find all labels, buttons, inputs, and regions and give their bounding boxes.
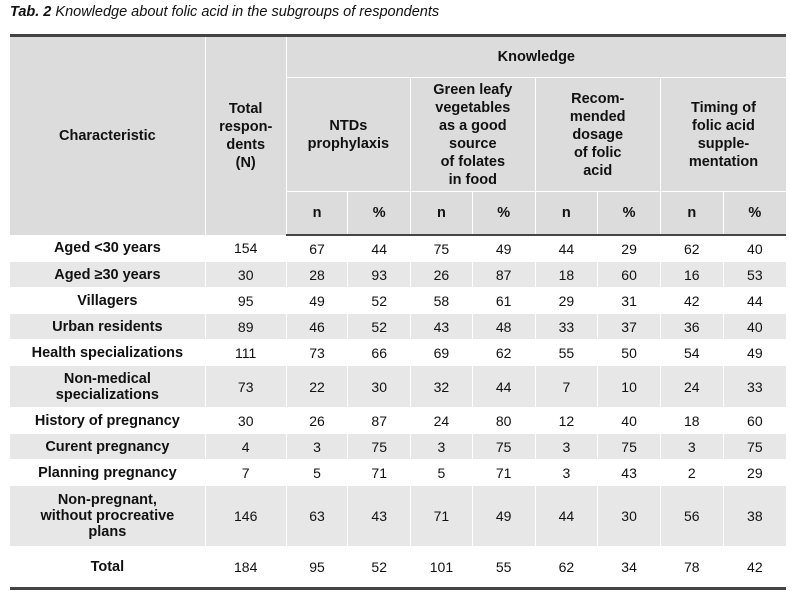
total-cell: 111 <box>205 340 286 366</box>
row-label: Villagers <box>10 288 205 314</box>
pct-cell: 44 <box>723 288 786 314</box>
total-cell: 7 <box>205 460 286 486</box>
pct-cell: 29 <box>723 460 786 486</box>
n-cell: 5 <box>286 460 348 486</box>
n-cell: 12 <box>535 408 598 434</box>
total-cell: 30 <box>205 408 286 434</box>
row-label: Health specializations <box>10 340 205 366</box>
n-cell: 44 <box>535 235 598 262</box>
table-row <box>10 262 786 288</box>
pct-cell: 37 <box>598 314 661 340</box>
pct-cell: 87 <box>472 262 535 288</box>
n-cell: 78 <box>660 547 723 589</box>
pct-cell: 30 <box>598 486 661 547</box>
n-header: n <box>660 192 723 236</box>
pct-cell: 10 <box>598 366 661 408</box>
n-cell: 22 <box>286 366 348 408</box>
pct-cell: 52 <box>348 314 411 340</box>
n-cell: 3 <box>411 434 473 460</box>
pct-cell: 49 <box>723 340 786 366</box>
row-label: Aged ≥30 years <box>10 262 205 288</box>
n-cell: 3 <box>535 460 598 486</box>
table-row <box>10 314 786 340</box>
n-cell: 3 <box>286 434 348 460</box>
n-cell: 3 <box>535 434 598 460</box>
table-caption-text: Knowledge about folic acid in the subgroups of respondents <box>55 4 440 20</box>
green-leafy-vegetables-header: Green leafy vegetables as a good source of folates in food <box>411 78 535 192</box>
pct-cell: 62 <box>472 340 535 366</box>
pct-cell: 48 <box>472 314 535 340</box>
row-label: Non-medical specializations <box>10 366 205 408</box>
pct-cell: 53 <box>723 262 786 288</box>
total-cell: 95 <box>205 288 286 314</box>
table-row <box>10 460 786 486</box>
ntds-prophylaxis-header: NTDs prophylaxis <box>286 78 410 192</box>
n-cell: 33 <box>535 314 598 340</box>
pct-cell: 31 <box>598 288 661 314</box>
n-cell: 24 <box>411 408 473 434</box>
table-row <box>10 434 786 460</box>
n-cell: 67 <box>286 235 348 262</box>
pct-cell: 29 <box>598 235 661 262</box>
n-cell: 32 <box>411 366 473 408</box>
pct-cell: 75 <box>348 434 411 460</box>
n-cell: 95 <box>286 547 348 589</box>
n-cell: 55 <box>535 340 598 366</box>
table-row <box>10 288 786 314</box>
n-cell: 18 <box>535 262 598 288</box>
row-label: Planning pregnancy <box>10 460 205 486</box>
n-cell: 62 <box>660 235 723 262</box>
knowledge-header: Knowledge <box>286 36 786 78</box>
n-cell: 28 <box>286 262 348 288</box>
characteristic-header: Characteristic <box>10 36 205 236</box>
n-cell: 54 <box>660 340 723 366</box>
table-row <box>10 486 786 547</box>
table-header <box>10 36 786 236</box>
pct-cell: 40 <box>723 235 786 262</box>
row-label: Curent pregnancy <box>10 434 205 460</box>
n-cell: 71 <box>411 486 473 547</box>
total-cell: 184 <box>205 547 286 589</box>
pct-cell: 52 <box>348 288 411 314</box>
pct-cell: 60 <box>598 262 661 288</box>
row-label: Total <box>10 547 205 589</box>
n-cell: 24 <box>660 366 723 408</box>
pct-cell: 80 <box>472 408 535 434</box>
pct-cell: 60 <box>723 408 786 434</box>
pct-cell: 44 <box>348 235 411 262</box>
total-cell: 4 <box>205 434 286 460</box>
pct-cell: 52 <box>348 547 411 589</box>
total-cell: 30 <box>205 262 286 288</box>
pct-cell: 75 <box>598 434 661 460</box>
pct-cell: 71 <box>348 460 411 486</box>
table-row <box>10 340 786 366</box>
n-header: n <box>411 192 473 236</box>
n-cell: 5 <box>411 460 473 486</box>
table-row <box>10 408 786 434</box>
n-cell: 44 <box>535 486 598 547</box>
n-cell: 46 <box>286 314 348 340</box>
timing-supplementation-header: Timing of folic acid supple- mentation <box>660 78 786 192</box>
pct-cell: 87 <box>348 408 411 434</box>
pct-header: % <box>723 192 786 236</box>
pct-header: % <box>472 192 535 236</box>
table-caption-label: Tab. 2 <box>10 4 52 20</box>
n-cell: 49 <box>286 288 348 314</box>
table-body <box>10 235 786 589</box>
n-cell: 29 <box>535 288 598 314</box>
n-cell: 58 <box>411 288 473 314</box>
pct-cell: 42 <box>723 547 786 589</box>
n-cell: 43 <box>411 314 473 340</box>
n-cell: 69 <box>411 340 473 366</box>
pct-cell: 49 <box>472 486 535 547</box>
pct-cell: 55 <box>472 547 535 589</box>
n-cell: 26 <box>411 262 473 288</box>
pct-cell: 75 <box>472 434 535 460</box>
n-cell: 2 <box>660 460 723 486</box>
n-cell: 18 <box>660 408 723 434</box>
total-cell: 154 <box>205 235 286 262</box>
pct-cell: 38 <box>723 486 786 547</box>
pct-cell: 30 <box>348 366 411 408</box>
table-row <box>10 235 786 262</box>
total-respondents-header: Total respon- dents (N) <box>205 36 286 236</box>
pct-cell: 61 <box>472 288 535 314</box>
pct-cell: 34 <box>598 547 661 589</box>
n-cell: 16 <box>660 262 723 288</box>
folic-acid-table <box>10 34 786 590</box>
total-cell: 89 <box>205 314 286 340</box>
row-label: Non-pregnant, without procreative plans <box>10 486 205 547</box>
pct-cell: 33 <box>723 366 786 408</box>
n-cell: 101 <box>411 547 473 589</box>
recommended-dosage-header: Recom- mended dosage of folic acid <box>535 78 660 192</box>
pct-header: % <box>598 192 661 236</box>
n-header: n <box>535 192 598 236</box>
n-cell: 73 <box>286 340 348 366</box>
table-row <box>10 366 786 408</box>
row-label: History of pregnancy <box>10 408 205 434</box>
n-cell: 26 <box>286 408 348 434</box>
pct-cell: 71 <box>472 460 535 486</box>
pct-cell: 43 <box>598 460 661 486</box>
pct-cell: 93 <box>348 262 411 288</box>
pct-cell: 49 <box>472 235 535 262</box>
table-caption <box>10 4 439 20</box>
pct-cell: 40 <box>598 408 661 434</box>
n-header: n <box>286 192 348 236</box>
total-cell: 73 <box>205 366 286 408</box>
n-cell: 62 <box>535 547 598 589</box>
pct-cell: 40 <box>723 314 786 340</box>
n-cell: 75 <box>411 235 473 262</box>
pct-cell: 75 <box>723 434 786 460</box>
pct-cell: 66 <box>348 340 411 366</box>
n-cell: 42 <box>660 288 723 314</box>
pct-header: % <box>348 192 411 236</box>
pct-cell: 50 <box>598 340 661 366</box>
pct-cell: 44 <box>472 366 535 408</box>
n-cell: 63 <box>286 486 348 547</box>
n-cell: 36 <box>660 314 723 340</box>
row-label: Urban residents <box>10 314 205 340</box>
row-label: Aged <30 years <box>10 235 205 262</box>
n-cell: 3 <box>660 434 723 460</box>
n-cell: 56 <box>660 486 723 547</box>
total-cell: 146 <box>205 486 286 547</box>
n-cell: 7 <box>535 366 598 408</box>
pct-cell: 43 <box>348 486 411 547</box>
total-row <box>10 547 786 589</box>
